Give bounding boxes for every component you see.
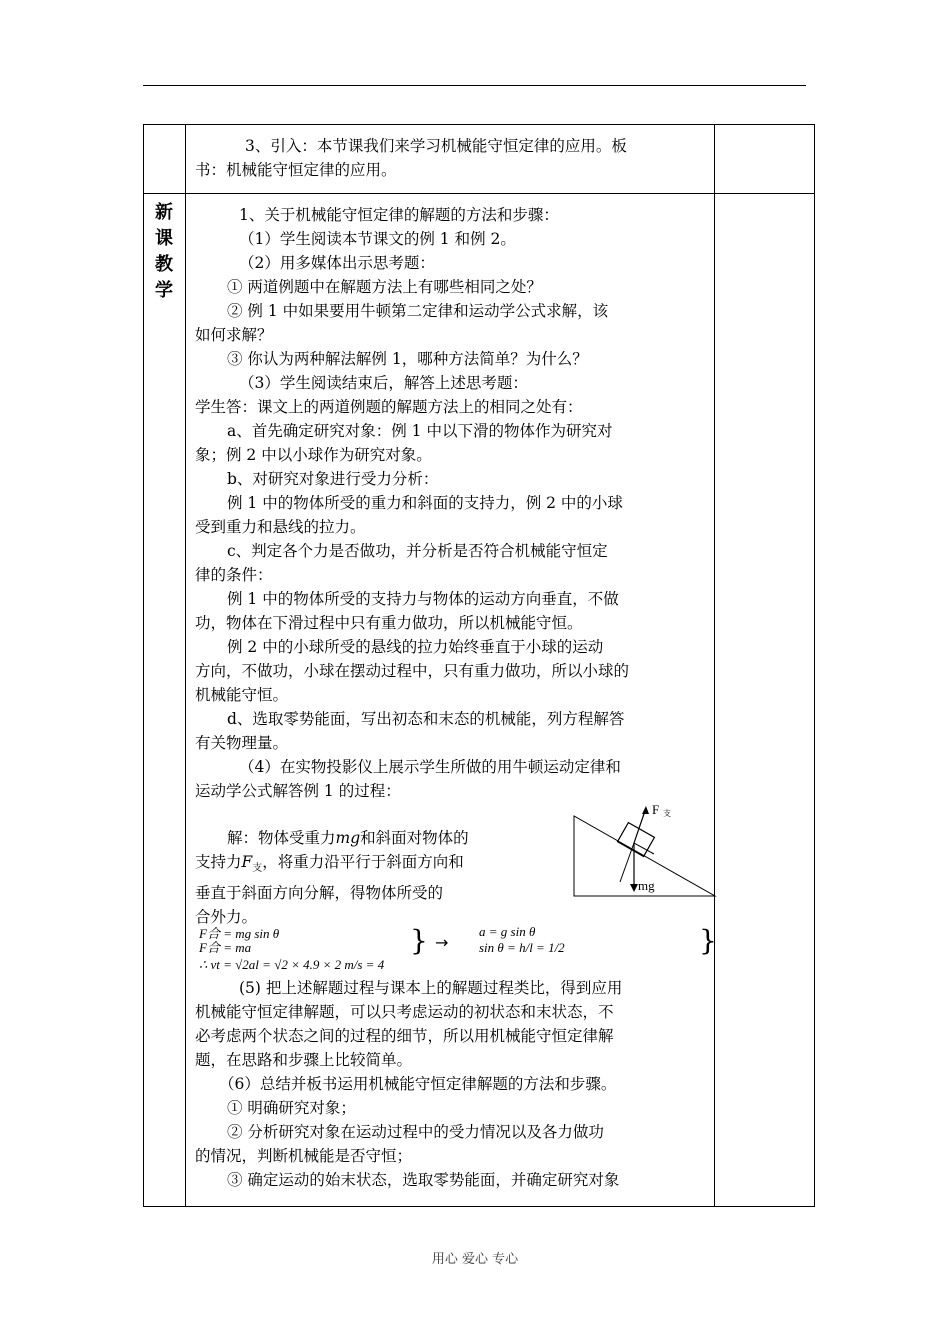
support-force-label: F — [652, 802, 660, 817]
body-line: 方向，不做功，小球在摆动过程中，只有重力做功，所以小球的 — [195, 662, 630, 680]
symbol-f: F — [241, 853, 253, 871]
body-line: 功，物体在下滑过程中只有重力做功，所以机械能守恒。 — [195, 614, 583, 632]
body-line: 必考虑两个状态之间的过程的细节，所以用机械能守恒定律解 — [195, 1027, 614, 1045]
section-label-char: 课 — [155, 228, 173, 249]
body-line: 机械能守恒。 — [195, 686, 289, 704]
body-line: 1、关于机械能守恒定律的解题的方法和步骤： — [239, 206, 559, 224]
weight-label: mg — [638, 878, 655, 893]
solution-line: 垂直于斜面方向分解，得物体所受的 — [195, 884, 444, 903]
section-label-char: 学 — [155, 280, 173, 301]
formula-row: F合 = ma — [199, 940, 252, 955]
body-line: （3）学生阅读结束后，解答上述思考题： — [239, 374, 528, 392]
intro-line: 书：机械能守恒定律的应用。 — [195, 161, 397, 179]
support-force-subscript: 支 — [663, 809, 671, 818]
incline-force-diagram — [572, 798, 717, 898]
solution-text — [195, 826, 555, 929]
component-arrow — [620, 843, 634, 882]
intro-cell — [195, 134, 707, 182]
body-line: 有关物理量。 — [195, 734, 289, 752]
body-line: 机械能守恒定律解题，可以只考虑运动的初状态和末状态，不 — [195, 1003, 614, 1021]
solution-text-part: 解：物体受重力 — [227, 829, 336, 847]
page-footer: 用心 爱心 专心 — [431, 1252, 519, 1267]
body-line: （2）用多媒体出示思考题： — [239, 254, 435, 272]
formula-image — [195, 926, 715, 972]
body-line: 受到重力和悬线的拉力。 — [195, 518, 366, 536]
body-line: 题，在思路和步骤上比较简单。 — [195, 1051, 413, 1069]
solution-line: 合外力。 — [195, 908, 258, 927]
body-line: 例 1 中的物体所受的支持力与物体的运动方向垂直，不做 — [227, 590, 619, 608]
column-divider-right — [714, 124, 715, 1207]
body-line: d、选取零势能面，写出初态和末态的机械能，列方程解答 — [227, 710, 625, 728]
body-line: 例 1 中的物体所受的重力和斜面的支持力，例 2 中的小球 — [227, 494, 623, 512]
body-line: a、首先确定研究对象：例 1 中以下滑的物体作为研究对 — [227, 422, 613, 440]
formula-row: ∴ vt = √2al = √2 × 4.9 × 2 m/s = 4 — [199, 957, 385, 972]
weight-arrowhead — [630, 884, 638, 892]
intro-line: 3、引入：本节课我们来学习机械能守恒定律的应用。板 — [245, 137, 627, 155]
body-line: 例 2 中的小球所受的悬线的拉力始终垂直于小球的运动 — [227, 638, 604, 656]
section-label — [143, 200, 185, 304]
symbol-mg: mg — [335, 829, 361, 847]
brace: } — [410, 924, 428, 957]
row-divider — [143, 193, 815, 194]
formula-block — [195, 926, 715, 972]
body-line: 运动学公式解答例 1 的过程： — [195, 782, 401, 800]
body-line: （4）在实物投影仪上展示学生所做的用牛顿运动定律和 — [239, 758, 621, 776]
body-line: ② 分析研究对象在运动过程中的受力情况以及各力做功 — [227, 1123, 604, 1141]
body-line: （1）学生阅读本节课文的例 1 和例 2。 — [239, 230, 516, 248]
section-label-char: 教 — [155, 254, 173, 275]
solution-line — [195, 850, 555, 881]
symbol-subscript: 支 — [252, 863, 263, 875]
body-line: (5) 把上述解题过程与课本上的解题过程类比，得到应用 — [239, 979, 623, 997]
body-line: 象；例 2 中以小球作为研究对象。 — [195, 446, 432, 464]
body-line: c、判定各个力是否做功，并分析是否符合机械能守恒定 — [227, 542, 608, 560]
column-divider-left — [185, 124, 186, 1207]
solution-text-part: 和斜面对物体的 — [360, 829, 469, 847]
body-line: ① 两道例题中在解题方法上有哪些相同之处？ — [227, 278, 542, 296]
solution-line — [195, 826, 555, 850]
solution-text-part: ，将重力沿平行于斜面方向和 — [262, 853, 464, 871]
brace: } — [699, 924, 717, 957]
body-text — [195, 203, 707, 803]
body-line: ③ 你认为两种解法解例 1，哪种方法简单？为什么？ — [227, 350, 588, 368]
body-line: 学生答：课文上的两道例题的解题方法上的相同之处有： — [195, 398, 583, 416]
body-line: b、对研究对象进行受力分析： — [227, 470, 439, 488]
body-text-continued — [195, 976, 707, 1192]
formula-row: a = g sin θ — [479, 924, 536, 939]
header-rule — [143, 85, 806, 86]
section-label-char: 新 — [155, 202, 173, 223]
body-line: 律的条件： — [195, 566, 273, 584]
solution-text-part: 支持力 — [195, 853, 242, 871]
body-line: ③ 确定运动的始末状态，选取零势能面，并确定研究对象 — [227, 1171, 620, 1189]
implies-arrow: → — [435, 933, 449, 952]
formula-row: sin θ = h/l = 1/2 — [479, 940, 565, 955]
body-line: 的情况，判断机械能是否守恒； — [195, 1147, 413, 1165]
formula-row: F合 = mg sin θ — [199, 926, 280, 941]
body-line: 如何求解？ — [195, 326, 273, 344]
body-line: （6）总结并板书运用机械能守恒定律解题的方法和步骤。 — [219, 1075, 617, 1093]
body-line: ① 明确研究对象； — [227, 1099, 356, 1117]
support-force-arrowhead — [642, 806, 649, 814]
body-line: ② 例 1 中如果要用牛顿第二定律和运动学公式求解，该 — [227, 302, 609, 320]
